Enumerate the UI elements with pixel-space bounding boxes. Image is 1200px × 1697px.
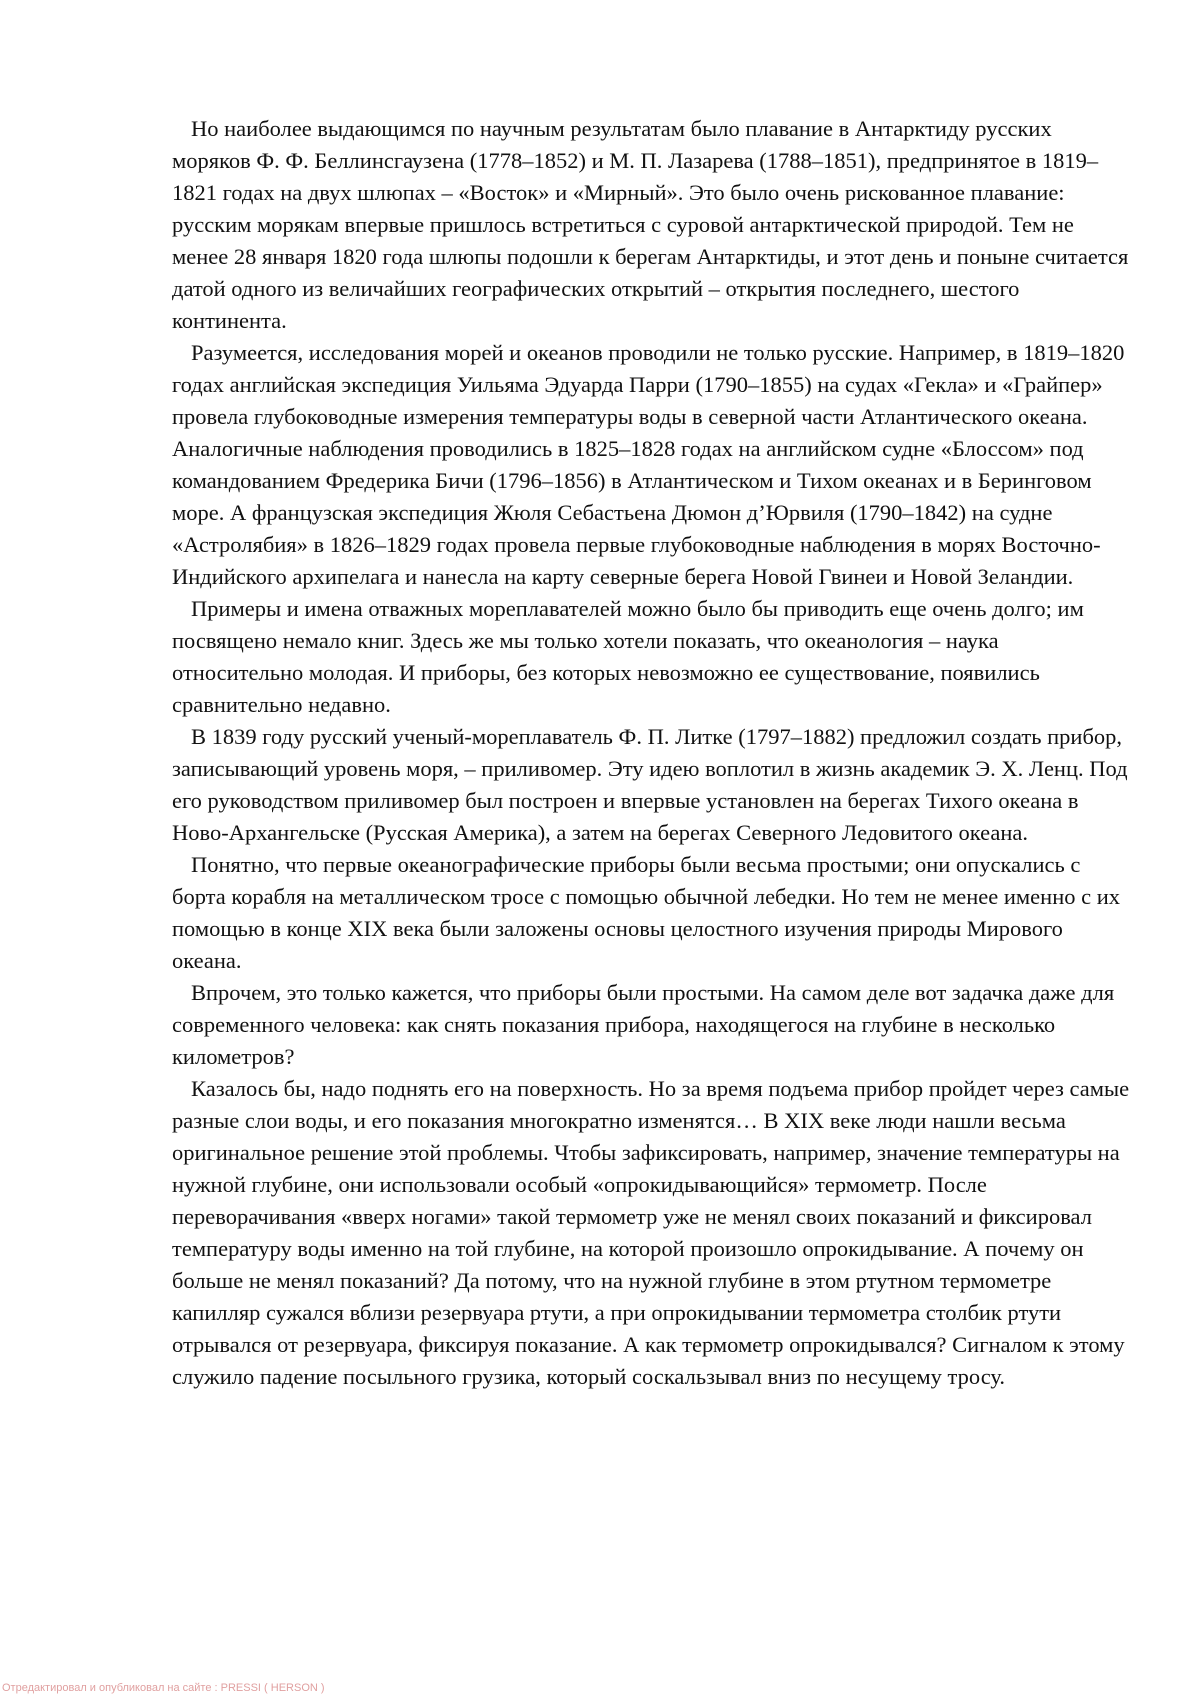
document-body: [172, 113, 1132, 1393]
publisher-footer-note: Отредактировал и опубликовал на сайте : PRESSI ( HERSON ): [2, 1682, 325, 1695]
paragraph-tide-gauge: В 1839 году русский ученый-мореплаватель Ф. П. Литке (1797–1882) предложил создать прибор, записывающий уровень моря, – приливомер. Эту идею воплотил в жизнь академик Э. Х. Ленц. Под его руководством приливомер был построен и впервые установлен на берегах Тихого океана в Ново-Архангельске (Русская Америка), а затем на берегах Северного Ледовитого океана.: [172, 721, 1132, 849]
paragraph-oceanology-young-science: Примеры и имена отважных мореплавателей можно было бы приводить еще очень долго; им посвящено немало книг. Здесь же мы только хотели показать, что океанология – наука относительно молодая. И приборы, без которых невозможно ее существование, появились сравнительно недавно.: [172, 593, 1132, 721]
paragraph-foreign-expeditions: Разумеется, исследования морей и океанов проводили не только русские. Например, в 1819–1820 годах английская экспедиция Уильяма Эдуарда Парри (1790–1855) на судах «Гекла» и «Грайпер» провела глубоководные измерения температуры воды в северной части Атлантического океана. Аналогичные наблюдения проводились в 1825–1828 годах на английском судне «Блоссом» под командованием Фредерика Бичи (1796–1856) в Атлантическом и Тихом океанах и в Беринговом море. А французская экспедиция Жюля Себастьена Дюмон д’Юрвиля (1790–1842) на судне «Астролябия» в 1826–1829 годах провела первые глубоководные наблюдения в морях Восточно-Индийского архипелага и нанесла на карту северные берега Новой Гвинеи и Новой Зеландии.: [172, 337, 1132, 593]
paragraph-deep-readings-question: Впрочем, это только кажется, что приборы были простыми. На самом деле вот задачка даже для современного человека: как снять показания прибора, находящегося на глубине в несколько километров?: [172, 977, 1132, 1073]
paragraph-bellingshausen: Но наиболее выдающимся по научным результатам было плавание в Антарктиду русских моряков Ф. Ф. Беллинсгаузена (1778–1852) и М. П. Лазарева (1788–1851), предпринятое в 1819–1821 годах на двух шлюпах – «Восток» и «Мирный». Это было очень рискованное плавание: русским морякам впервые пришлось встретиться с суровой антарктической природой. Тем не менее 28 января 1820 года шлюпы подошли к берегам Антарктиды, и этот день и поныне считается датой одного из величайших географических открытий – открытия последнего, шестого континента.: [172, 113, 1132, 337]
paragraph-reversing-thermometer: Казалось бы, надо поднять его на поверхность. Но за время подъема прибор пройдет через самые разные слои воды, и его показания многократно изменятся… В XIX веке люди нашли весьма оригинальное решение этой проблемы. Чтобы зафиксировать, например, значение температуры на нужной глубине, они использовали особый «опрокидывающийся» термометр. После переворачивания «вверх ногами» такой термометр уже не менял своих показаний и фиксировал температуру воды именно на той глубине, на которой произошло опрокидывание. А почему он больше не менял показаний? Да потому, что на нужной глубине в этом ртутном термометре капилляр сужался вблизи резервуара ртути, а при опрокидывании термометра столбик ртути отрывался от резервуара, фиксируя показание. А как термометр опрокидывался? Сигналом к этому служило падение посыльного грузика, который соскальзывал вниз по несущему тросу.: [172, 1073, 1132, 1393]
paragraph-first-instruments: Понятно, что первые океанографические приборы были весьма простыми; они опускались с борта корабля на металлическом тросе с помощью обычной лебедки. Но тем не менее именно с их помощью в конце XIX века были заложены основы целостного изучения природы Мирового океана.: [172, 849, 1132, 977]
